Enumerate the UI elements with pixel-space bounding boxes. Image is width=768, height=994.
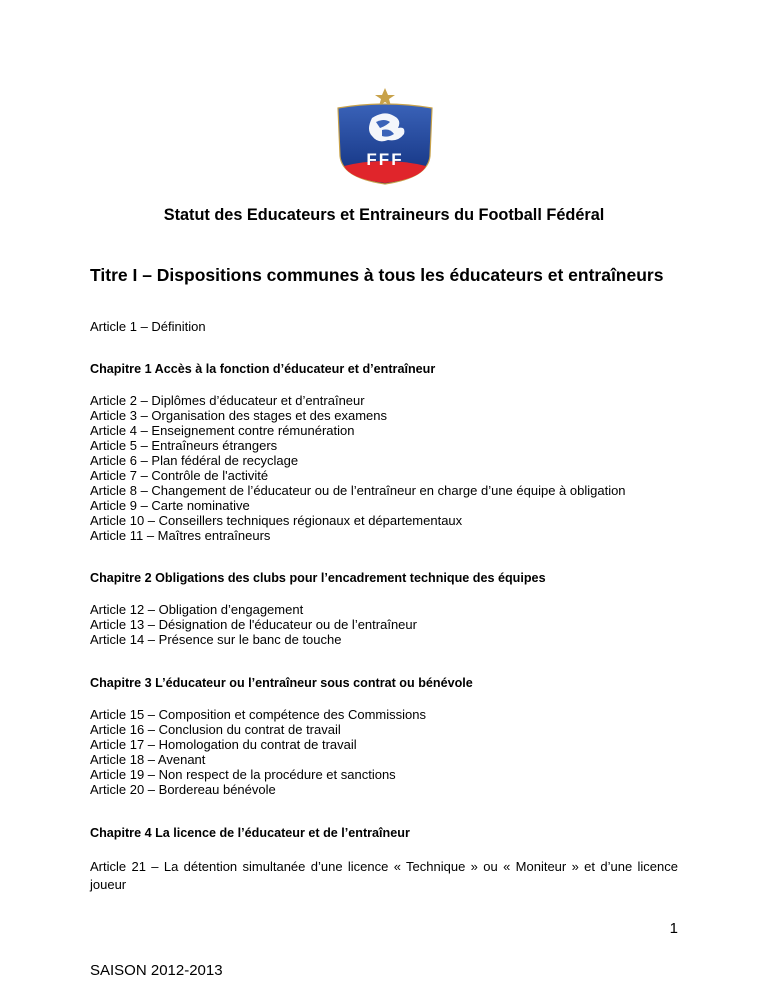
article-list [90, 707, 690, 797]
document-title: Statut des Educateurs et Entraineurs du Football Fédéral [163, 206, 605, 224]
article-item: Article 17 – Homologation du contrat de travail [90, 737, 357, 752]
article-item: Article 15 – Composition et compétence des Commissions [90, 707, 426, 722]
logo-text: FFF [366, 150, 404, 169]
article-1-section [90, 319, 690, 334]
chapitre-4-section [90, 826, 690, 841]
article-item: Article 19 – Non respect de la procédure et sanctions [90, 767, 396, 782]
article-item: Article 10 – Conseillers techniques régionaux et départementaux [90, 513, 463, 528]
article-item: Article 7 – Contrôle de l'activité [90, 468, 269, 483]
article-item: Article 20 – Bordereau bénévole [90, 782, 276, 797]
article-item: Article 21 – La détention simultanée d’une licence « Technique » ou « Moniteur » et d’une licence joueur [90, 859, 678, 892]
article-item: Article 8 – Changement de l’éducateur ou de l’entraîneur en charge d’une équipe à obligation [90, 483, 626, 498]
footer-season: SAISON 2012-2013 [90, 962, 223, 979]
article-item: Article 12 – Obligation d’engagement [90, 602, 304, 617]
article-item: Article 14 – Présence sur le banc de touche [90, 632, 342, 647]
article-item: Article 3 – Organisation des stages et des examens [90, 408, 387, 423]
article-item: Article 6 – Plan fédéral de recyclage [90, 453, 299, 468]
chapitre-3-section [90, 676, 690, 797]
fff-logo [332, 86, 438, 186]
chapitre-1-section [90, 362, 690, 543]
article-item: Article 18 – Avenant [90, 752, 206, 767]
article-21-paragraph [90, 858, 678, 894]
titre-heading: Titre I – Dispositions communes à tous les éducateurs et entraîneurs [90, 265, 664, 285]
page-number: 1 [669, 920, 678, 937]
star-icon [375, 88, 395, 106]
article-item: Article 1 – Définition [90, 319, 206, 334]
chapter-heading: Chapitre 2 Obligations des clubs pour l’encadrement technique des équipes [90, 571, 546, 585]
article-item: Article 2 – Diplômes d’éducateur et d’entraîneur [90, 393, 365, 408]
article-item: Article 9 – Carte nominative [90, 498, 250, 513]
article-item: Article 5 – Entraîneurs étrangers [90, 438, 278, 453]
article-list [90, 602, 690, 647]
chapitre-2-section [90, 571, 690, 647]
article-item: Article 16 – Conclusion du contrat de travail [90, 722, 341, 737]
chapter-heading: Chapitre 3 L’éducateur ou l’entraîneur sous contrat ou bénévole [90, 676, 473, 690]
article-list [90, 393, 690, 543]
article-item: Article 11 – Maîtres entraîneurs [90, 528, 271, 543]
article-item: Article 13 – Désignation de l'éducateur ou de l’entraîneur [90, 617, 417, 632]
chapter-heading: Chapitre 4 La licence de l’éducateur et de l’entraîneur [90, 826, 410, 840]
article-item: Article 4 – Enseignement contre rémunération [90, 423, 355, 438]
chapter-heading: Chapitre 1 Accès à la fonction d’éducateur et d’entraîneur [90, 362, 436, 376]
